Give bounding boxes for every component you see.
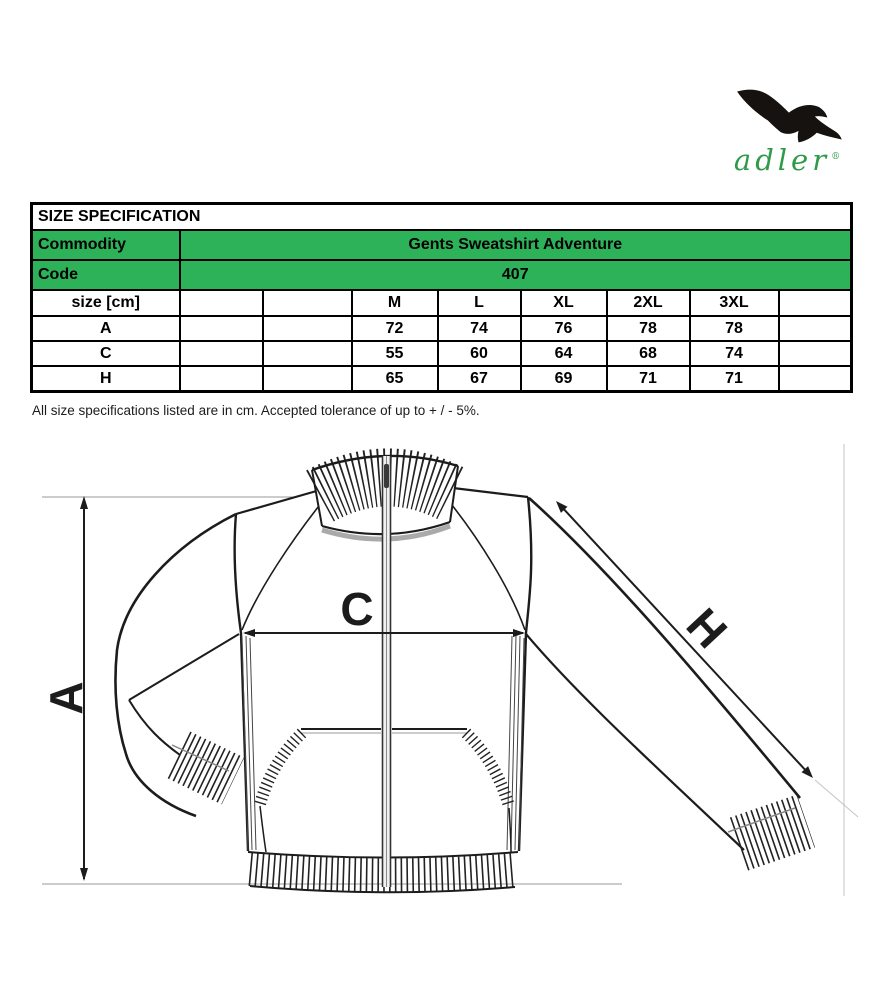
table-cell: [779, 366, 852, 392]
size-unit-header: size [cm]: [32, 290, 180, 316]
table-cell: 72: [352, 316, 438, 341]
column-header-m: M: [352, 290, 438, 316]
column-header-xl: XL: [521, 290, 607, 316]
brand-name: adler: [733, 143, 831, 177]
table-cell: 67: [438, 366, 521, 392]
table-cell: 60: [438, 341, 521, 366]
table-row-a: [32, 316, 852, 341]
zipper: [382, 456, 391, 887]
table-row-h: [32, 366, 852, 392]
row-label: C: [32, 341, 180, 366]
zipper-pull: [384, 464, 389, 488]
column-header: [180, 290, 263, 316]
column-header: [263, 290, 352, 316]
tolerance-note: All size specifications listed are in cm. Accepted tolerance of up to + / - 5%.: [32, 403, 480, 418]
commodity-value: Gents Sweatshirt Adventure: [180, 230, 852, 260]
table-title: SIZE SPECIFICATION: [32, 204, 852, 231]
sleeve-extension-line: [815, 780, 858, 817]
dimension-a: [40, 496, 92, 881]
table-cell: 76: [521, 316, 607, 341]
code-label: Code: [32, 260, 180, 290]
table-cell: 71: [607, 366, 690, 392]
code-value: 407: [180, 260, 852, 290]
right-sleeve: [524, 497, 810, 855]
table-cell: [180, 341, 263, 366]
table-cell: [180, 366, 263, 392]
column-header-3xl: 3XL: [690, 290, 779, 316]
left-sleeve: [115, 514, 240, 816]
table-cell: [180, 316, 263, 341]
registered-mark: ®: [831, 152, 841, 163]
dimension-label-a: A: [40, 681, 92, 715]
arrowhead-up: [80, 496, 88, 509]
table-cell: [263, 341, 352, 366]
table-row-c: [32, 341, 852, 366]
column-header-l: L: [438, 290, 521, 316]
table-cell: [263, 316, 352, 341]
table-cell: 71: [690, 366, 779, 392]
size-specification-table: [30, 202, 853, 393]
table-cell: [263, 366, 352, 392]
table-cell: 78: [607, 316, 690, 341]
table-cell: 65: [352, 366, 438, 392]
table-cell: 64: [521, 341, 607, 366]
eagle-icon: [727, 80, 847, 152]
brand-logo: [712, 80, 862, 190]
table-cell: 74: [690, 341, 779, 366]
table-cell: [779, 341, 852, 366]
column-header: [779, 290, 852, 316]
dimension-label-h: H: [676, 598, 738, 658]
table-cell: 55: [352, 341, 438, 366]
table-cell: [779, 316, 852, 341]
table-cell: 74: [438, 316, 521, 341]
sweatshirt-technical-drawing: [0, 440, 886, 1000]
row-label: H: [32, 366, 180, 392]
row-label: A: [32, 316, 180, 341]
table-cell: 69: [521, 366, 607, 392]
commodity-label: Commodity: [32, 230, 180, 260]
column-header-2xl: 2XL: [607, 290, 690, 316]
arrowhead-down: [80, 868, 88, 881]
brand-wordmark: [712, 143, 862, 177]
table-cell: 78: [690, 316, 779, 341]
dimension-label-c: C: [340, 583, 374, 635]
table-cell: 68: [607, 341, 690, 366]
